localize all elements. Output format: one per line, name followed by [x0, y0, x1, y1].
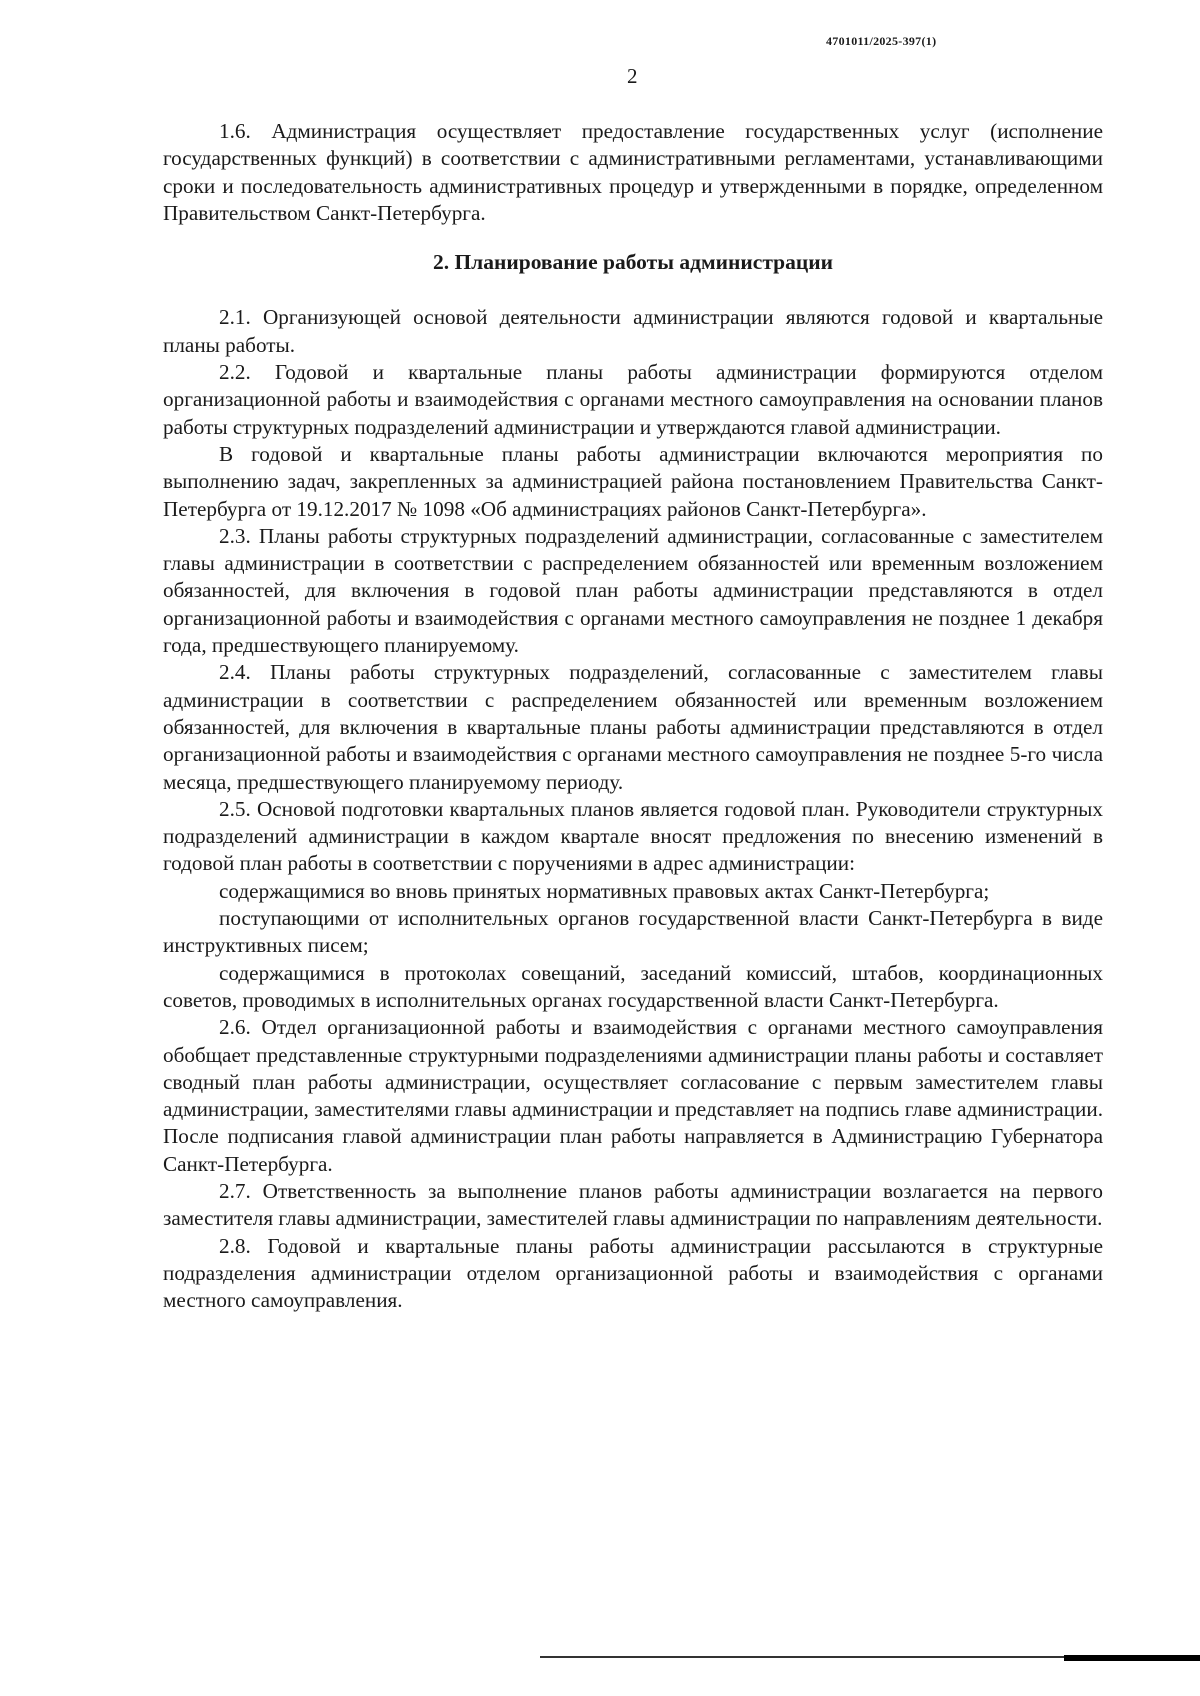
- paragraph-2-3: 2.3. Планы работы структурных подразделений администрации, согласованные с заместителем главы администрации в соответствии с распределением обязанностей или временным возложением обязанностей, для включения в годовой план работы администрации представляются в отдел организационной работы и взаимодействия с органами местного самоуправления не позднее 1 декабря года, предшествующего планируемому.: [163, 523, 1103, 658]
- paragraph-2-8: 2.8. Годовой и квартальные планы работы администрации рассылаются в структурные подразделения администрации отделом организационной работы и взаимодействия с органами местного самоуправления.: [163, 1233, 1103, 1313]
- document-body: [163, 118, 1103, 1314]
- footer-scan-bar: [1064, 1655, 1200, 1661]
- paragraph-2-5: 2.5. Основой подготовки квартальных планов является годовой план. Руководители структурных подразделений администрации в каждом квартале вносят предложения по внесению изменений в годовой план работы в соответствии с поручениями в адрес администрации:: [163, 796, 1103, 876]
- list-item: содержащимися в протоколах совещаний, заседаний комиссий, штабов, координационных советов, проводимых в исполнительных органах государственной власти Санкт-Петербурга.: [163, 960, 1103, 1012]
- document-id: 4701011/2025-397(1): [826, 34, 937, 48]
- paragraph-2-7: 2.7. Ответственность за выполнение планов работы администрации возлагается на первого заместителя главы администрации, заместителей главы администрации по направлениям деятельности.: [163, 1178, 1103, 1231]
- paragraph-2-2: 2.2. Годовой и квартальные планы работы администрации формируются отделом организационной работы и взаимодействия с органами местного самоуправления на основании планов работы структурных подразделений администрации и утверждаются главой администрации.: [163, 360, 1103, 439]
- page-number: 2: [627, 64, 638, 88]
- paragraph-2-2-cont: В годовой и квартальные планы работы администрации включаются мероприятия по выполнению задач, закрепленных за администрацией района постановлением Правительства Санкт-Петербурга от 19.12.2017 № 1098 «Об администрациях районов Санкт-Петербурга».: [163, 441, 1103, 521]
- paragraph-2-1: 2.1. Организующей основой деятельности администрации являются годовой и квартальные планы работы.: [163, 305, 1103, 357]
- paragraph-2-6: 2.6. Отдел организационной работы и взаимодействия с органами местного самоуправления обобщает представленные структурными подразделениями администрации планы работы и составляет сводный план работы администрации, осуществляет согласование с первым заместителем главы администрации, заместителями главы администрации и представляет на подпись главе администрации. После подписания главой администрации план работы направляется в Администрацию Губернатора Санкт-Петербурга.: [163, 1015, 1103, 1176]
- list-item: поступающими от исполнительных органов государственной власти Санкт-Петербурга в виде инструктивных писем;: [163, 906, 1103, 958]
- paragraph-1-6: 1.6. Администрация осуществляет предоставление государственных услуг (исполнение государственных функций) в соответствии с административными регламентами, устанавливающими сроки и последовательность административных процедур и утвержденными в порядке, определенном Правительством Санкт-Петербурга.: [163, 119, 1103, 225]
- paragraph-2-4: 2.4. Планы работы структурных подразделений, согласованные с заместителем главы администрации в соответствии с распределением обязанностей или временным возложением обязанностей, для включения в квартальные планы работы администрации представляются в отдел организационной работы и взаимодействия с органами местного самоуправления не позднее 5-го числа месяца, предшествующего планируемому периоду.: [163, 660, 1103, 794]
- section-title: 2. Планирование работы администрации: [432, 250, 834, 275]
- list-item: содержащимися во вновь принятых нормативных правовых актах Санкт-Петербурга;: [219, 878, 990, 903]
